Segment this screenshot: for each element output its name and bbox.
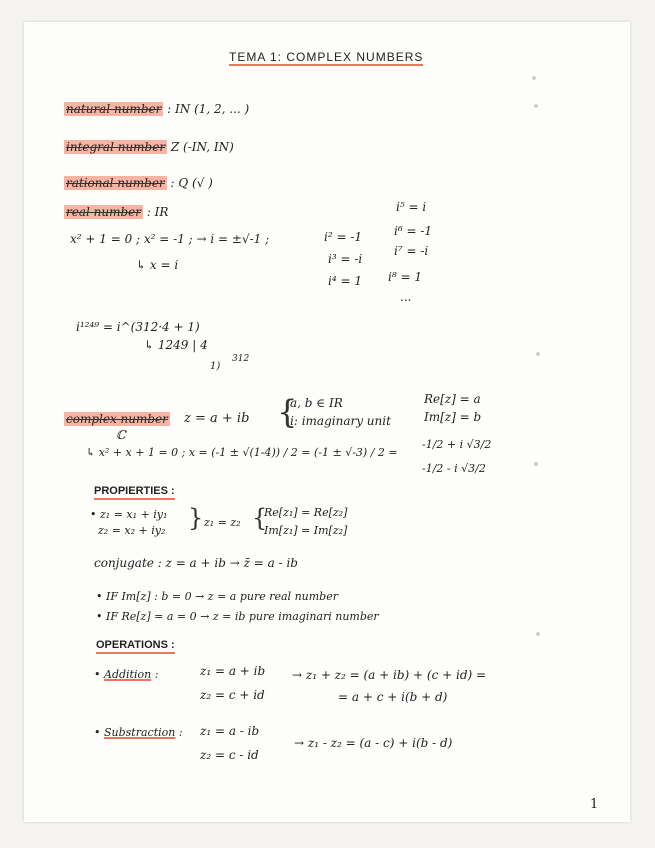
pure-real-rule: • IF Im[z] : b = 0 → z = a pure real number bbox=[96, 590, 338, 603]
complex-set-symbol: ℂ bbox=[116, 428, 126, 442]
complex-condition-ab: a, b ∈ IR bbox=[290, 396, 343, 410]
imaginary-equation: x² + 1 = 0 ; x² = -1 ; → i = ±√-1 ; bbox=[70, 232, 270, 246]
property-z1-text: z₁ = x₁ + iy₁ bbox=[100, 508, 168, 521]
subtraction-z1: z₁ = a - ib bbox=[200, 724, 260, 738]
property-cond-re: Re[z₁] = Re[z₂] bbox=[264, 506, 348, 519]
power-i8: i⁸ = 1 bbox=[388, 270, 422, 284]
real-number-row bbox=[64, 205, 168, 219]
property-brace-close: } bbox=[188, 504, 204, 532]
definition-brace: { bbox=[277, 393, 298, 431]
complex-form: z = a + ib bbox=[184, 411, 250, 426]
pure-imaginary-rule: • IF Re[z] = a = 0 → z = ib pure imaginari number bbox=[96, 610, 379, 623]
property-z2: z₂ = x₂ + iy₂ bbox=[98, 524, 166, 537]
addition-z2: z₂ = c + id bbox=[200, 688, 265, 702]
power-i2: i² = -1 bbox=[324, 230, 363, 244]
rational-number-row bbox=[64, 176, 213, 190]
complex-number-label: complex number bbox=[66, 412, 168, 426]
quadratic-example: ↳ x² + x + 1 = 0 ; x = (-1 ± √(1-4)) / 2 = (-1 ± √-3) / 2 = bbox=[86, 446, 398, 459]
bleed-mark bbox=[532, 76, 536, 80]
notebook-page bbox=[24, 22, 630, 822]
bleed-mark bbox=[536, 632, 540, 636]
rational-number-value: : Q (√ ) bbox=[170, 176, 213, 190]
subtraction-label: Substraction bbox=[104, 726, 176, 739]
power-i6: i⁶ = -1 bbox=[394, 224, 433, 238]
power-example: i¹²⁴⁹ = i^(312·4 + 1) bbox=[76, 320, 200, 334]
complex-number-row bbox=[64, 412, 170, 426]
conjugate-definition: conjugate : z = a + ib → z̄ = a - ib bbox=[94, 556, 298, 570]
bleed-mark bbox=[534, 462, 538, 466]
root-minus: -1/2 - i √3/2 bbox=[422, 462, 486, 475]
natural-number-label: natural number bbox=[66, 102, 162, 116]
property-z1: • z₁ = x₁ + iy₁ bbox=[90, 508, 168, 521]
subtraction-result: → z₁ - z₂ = (a - c) + i(b - d) bbox=[294, 736, 453, 750]
subtraction-row: • Substraction : bbox=[94, 726, 183, 739]
bleed-mark bbox=[534, 104, 538, 108]
power-quotient: 312 bbox=[232, 354, 250, 364]
addition-result-simplified: = a + c + i(b + d) bbox=[338, 690, 448, 704]
addition-result: → z₁ + z₂ = (a + ib) + (c + id) = bbox=[292, 668, 487, 682]
real-number-label: real number bbox=[66, 205, 141, 219]
property-equal: z₁ = z₂ bbox=[204, 516, 241, 529]
power-i5: i⁵ = i bbox=[396, 200, 427, 214]
natural-number-value: : IN (1, 2, ... ) bbox=[167, 102, 250, 116]
power-i3: i³ = -i bbox=[328, 252, 363, 266]
root-plus: -1/2 + i √3/2 bbox=[422, 438, 492, 451]
real-part: Re[z] = a bbox=[424, 392, 481, 406]
integer-number-value: Z (-IN, IN) bbox=[170, 140, 234, 154]
property-cond-im: Im[z₁] = Im[z₂] bbox=[264, 524, 348, 537]
page-title: TEMA 1: COMPLEX NUMBERS bbox=[229, 50, 424, 64]
addition-label: Addition bbox=[104, 668, 152, 681]
complex-condition-i: i: imaginary unit bbox=[290, 414, 391, 428]
power-ellipsis: ... bbox=[400, 290, 412, 304]
integer-number-label: integral number bbox=[66, 140, 166, 154]
imaginary-solution: ↳ x = i bbox=[136, 258, 179, 272]
operations-heading: OPERATIONS : bbox=[96, 638, 175, 654]
power-division: ↳ 1249 | 4 bbox=[144, 338, 208, 352]
power-i7: i⁷ = -i bbox=[394, 244, 429, 258]
properties-heading: PROPIERTIES : bbox=[94, 484, 175, 500]
real-number-value: : IR bbox=[146, 205, 169, 219]
subtraction-z2: z₂ = c - id bbox=[200, 748, 259, 762]
integer-number-row bbox=[64, 140, 234, 154]
power-i4: i⁴ = 1 bbox=[328, 274, 362, 288]
power-remainder: 1) bbox=[210, 361, 221, 372]
bleed-mark bbox=[536, 352, 540, 356]
imaginary-part: Im[z] = b bbox=[424, 410, 482, 424]
rational-number-label: rational number bbox=[66, 176, 165, 190]
property-brace-open: { bbox=[252, 504, 268, 532]
natural-number-row bbox=[64, 102, 249, 116]
page-number: 1 bbox=[590, 797, 599, 812]
addition-row: • Addition : bbox=[94, 668, 159, 681]
addition-z1: z₁ = a + ib bbox=[200, 664, 266, 678]
